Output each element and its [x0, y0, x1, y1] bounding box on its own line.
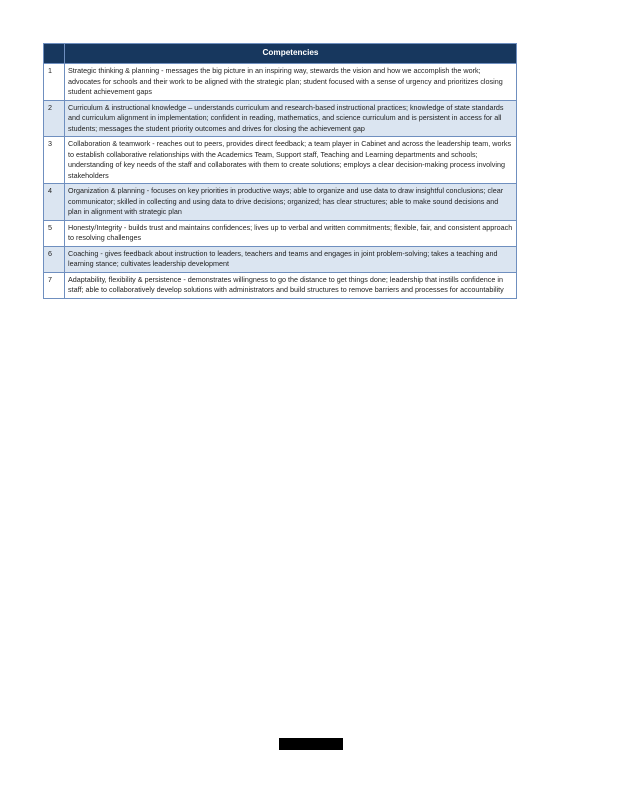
table-row — [44, 272, 517, 298]
table-row — [44, 220, 517, 246]
footer-redaction-bar — [279, 738, 343, 750]
table-row — [44, 64, 517, 101]
competencies-header: Competencies — [65, 44, 517, 64]
row-number: 7 — [44, 272, 65, 298]
row-description: Strategic thinking & planning - messages the big picture in an inspiring way, stewards the vision and how we accomplish the work; advocates for schools and their work to be aligned with the strategic plan; student focused with a sense of urgency and prioritizes closing student achievement gaps — [65, 64, 517, 101]
row-description: Coaching - gives feedback about instruction to leaders, teachers and teams and engages in joint problem-solving; takes a teaching and learning stance; cultivates leadership development — [65, 246, 517, 272]
table-header-row — [44, 44, 517, 64]
row-number: 4 — [44, 184, 65, 221]
table-row — [44, 246, 517, 272]
table-row — [44, 184, 517, 221]
row-description: Honesty/Integrity - builds trust and maintains confidences; lives up to verbal and written commitments; flexible, fair, and consistent approach to resolving challenges — [65, 220, 517, 246]
row-description: Collaboration & teamwork - reaches out to peers, provides direct feedback; a team player in Cabinet and across the leadership team, works to establish collaborative relationships with the Academics Team, Support staff, Teaching and Learning departments and schools; understanding of key needs of the staff and collaborates with them to create solutions; employs a clear decision-making process involving stakeholders — [65, 137, 517, 184]
competencies-table — [43, 43, 517, 299]
row-number: 2 — [44, 100, 65, 137]
row-number: 1 — [44, 64, 65, 101]
row-number: 6 — [44, 246, 65, 272]
row-description: Curriculum & instructional knowledge – understands curriculum and research-based instructional practices; knowledge of state standards and curriculum alignment in implementation; confident in reading, mathematics, and science curriculum and is persistent in access for all students; messages the student priority outcomes and drives for closing the achievement gap — [65, 100, 517, 137]
table-row — [44, 137, 517, 184]
row-number: 3 — [44, 137, 65, 184]
row-number: 5 — [44, 220, 65, 246]
row-description: Adaptability, flexibility & persistence - demonstrates willingness to go the distance to get things done; leadership that instills confidence in staff; able to collaboratively develop solutions with administrators and build structures to remove barriers and processes for accountability — [65, 272, 517, 298]
row-description: Organization & planning - focuses on key priorities in productive ways; able to organize and use data to draw insightful conclusions; clear communicator; skilled in collecting and using data to drive decisions; organized; has clear structures; able to make sound decisions and plan in alignment with strategic plan — [65, 184, 517, 221]
table-row — [44, 100, 517, 137]
header-blank-cell — [44, 44, 65, 64]
